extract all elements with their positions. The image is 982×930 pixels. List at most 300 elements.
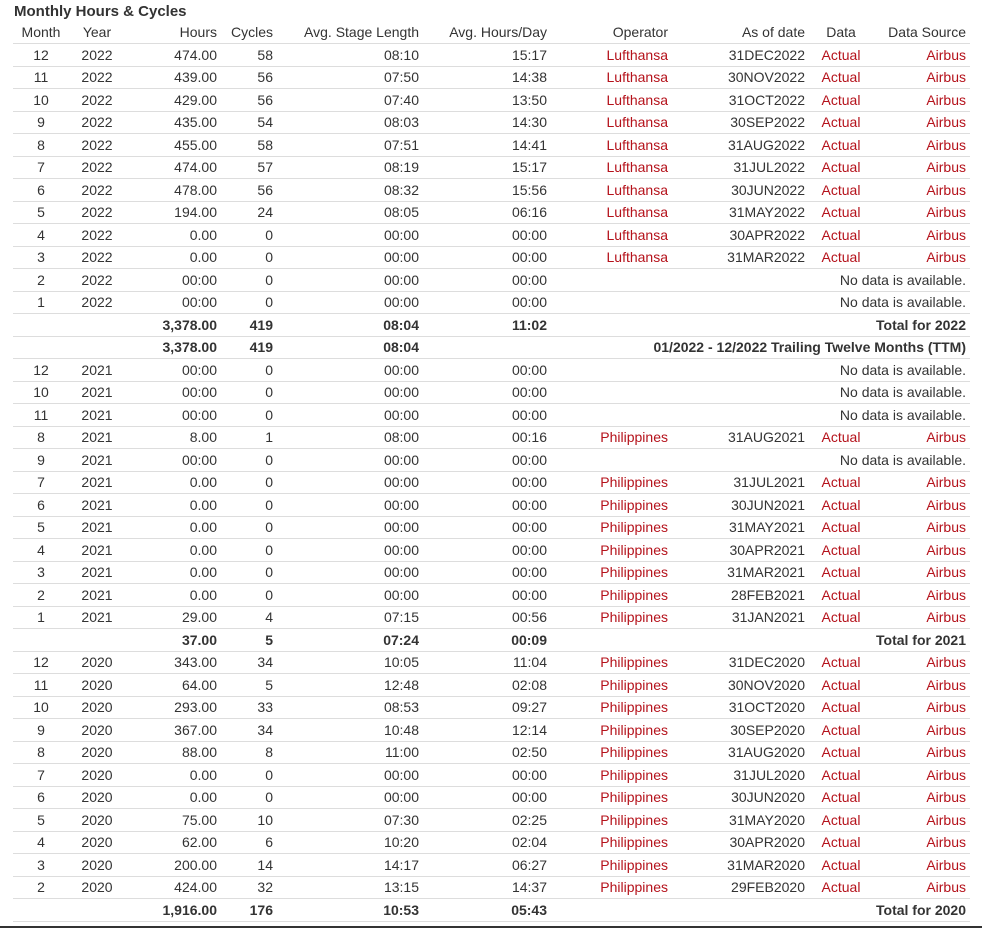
as-of-date-cell: 30NOV2022 bbox=[672, 66, 809, 89]
operator-link[interactable]: Lufthansa bbox=[551, 44, 672, 67]
year-cell: 2022 bbox=[69, 134, 125, 157]
cycles-cell: 14 bbox=[221, 854, 277, 877]
as-of-date-cell: 31DEC2020 bbox=[672, 651, 809, 674]
data-source-link[interactable]: Airbus bbox=[873, 224, 970, 247]
data-type-link[interactable]: Actual bbox=[809, 134, 873, 157]
cycles-cell: 0 bbox=[221, 246, 277, 269]
header-as-of-date: As of date bbox=[672, 21, 809, 44]
data-source-link[interactable]: Airbus bbox=[873, 471, 970, 494]
data-source-link[interactable]: Airbus bbox=[873, 606, 970, 629]
data-source-link[interactable]: Airbus bbox=[873, 89, 970, 112]
table-row bbox=[13, 269, 970, 292]
as-of-date-cell: 28FEB2021 bbox=[672, 584, 809, 607]
month-cell: 6 bbox=[13, 494, 69, 517]
year-cell: 2020 bbox=[69, 786, 125, 809]
stage-length-cell: 07:15 bbox=[277, 606, 423, 629]
month-cell: 8 bbox=[13, 134, 69, 157]
operator-link[interactable]: Philippines bbox=[551, 606, 672, 629]
data-type-link[interactable]: Actual bbox=[809, 606, 873, 629]
table-row bbox=[13, 606, 970, 629]
data-type-link[interactable]: Actual bbox=[809, 696, 873, 719]
year-cell: 2022 bbox=[69, 44, 125, 67]
year-cell: 2021 bbox=[69, 381, 125, 404]
data-source-link[interactable]: Airbus bbox=[873, 156, 970, 179]
data-type-link[interactable]: Actual bbox=[809, 764, 873, 787]
month-cell: 6 bbox=[13, 179, 69, 202]
operator-link[interactable]: Philippines bbox=[551, 674, 672, 697]
operator-link[interactable]: Lufthansa bbox=[551, 224, 672, 247]
stage-length-cell: 00:00 bbox=[277, 516, 423, 539]
as-of-date-cell: 31AUG2021 bbox=[672, 426, 809, 449]
section-title: Monthly Hours & Cycles bbox=[14, 3, 187, 20]
operator-link[interactable]: Lufthansa bbox=[551, 89, 672, 112]
operator-link[interactable]: Lufthansa bbox=[551, 201, 672, 224]
data-source-link[interactable]: Airbus bbox=[873, 696, 970, 719]
cycles-cell: 0 bbox=[221, 224, 277, 247]
hours-cell: 8.00 bbox=[125, 426, 221, 449]
hours-cell: 00:00 bbox=[125, 381, 221, 404]
hours-day-cell: 14:37 bbox=[423, 876, 551, 899]
hours-cell: 194.00 bbox=[125, 201, 221, 224]
month-cell: 9 bbox=[13, 719, 69, 742]
data-type-link[interactable]: Actual bbox=[809, 539, 873, 562]
stage-length-cell: 07:40 bbox=[277, 89, 423, 112]
hours-cell: 429.00 bbox=[125, 89, 221, 112]
year-cell: 2021 bbox=[69, 494, 125, 517]
total-row bbox=[13, 899, 970, 922]
hours-day-cell: 00:00 bbox=[423, 516, 551, 539]
table-row bbox=[13, 224, 970, 247]
as-of-date-cell: 30JUN2021 bbox=[672, 494, 809, 517]
year-cell: 2021 bbox=[69, 606, 125, 629]
hours-day-cell: 00:00 bbox=[423, 449, 551, 472]
header-data: Data bbox=[809, 21, 873, 44]
month-cell: 12 bbox=[13, 359, 69, 382]
operator-link[interactable]: Philippines bbox=[551, 516, 672, 539]
total-hours-cell: 3,378.00 bbox=[125, 314, 221, 337]
hours-day-cell: 11:04 bbox=[423, 651, 551, 674]
month-cell: 2 bbox=[13, 876, 69, 899]
data-type-link[interactable]: Actual bbox=[809, 854, 873, 877]
data-type-link[interactable]: Actual bbox=[809, 156, 873, 179]
header-avg-stage-length: Avg. Stage Length bbox=[277, 21, 423, 44]
operator-link[interactable]: Philippines bbox=[551, 696, 672, 719]
month-cell bbox=[13, 629, 69, 652]
data-source-link[interactable]: Airbus bbox=[873, 809, 970, 832]
cycles-cell: 32 bbox=[221, 876, 277, 899]
data-source-link[interactable]: Airbus bbox=[873, 674, 970, 697]
operator-link[interactable]: Philippines bbox=[551, 539, 672, 562]
operator-link[interactable]: Lufthansa bbox=[551, 246, 672, 269]
data-type-link[interactable]: Actual bbox=[809, 719, 873, 742]
table-row bbox=[13, 831, 970, 854]
data-type-link[interactable]: Actual bbox=[809, 471, 873, 494]
as-of-date-cell: 30APR2020 bbox=[672, 831, 809, 854]
data-type-link[interactable]: Actual bbox=[809, 561, 873, 584]
stage-length-cell: 00:00 bbox=[277, 224, 423, 247]
year-cell: 2022 bbox=[69, 201, 125, 224]
operator-link[interactable]: Philippines bbox=[551, 876, 672, 899]
data-type-link[interactable]: Actual bbox=[809, 224, 873, 247]
total-hours-day-cell: 05:43 bbox=[423, 899, 551, 922]
data-source-link[interactable]: Airbus bbox=[873, 111, 970, 134]
hours-day-cell: 00:00 bbox=[423, 561, 551, 584]
table-row bbox=[13, 674, 970, 697]
hours-day-cell: 00:00 bbox=[423, 764, 551, 787]
as-of-date-cell: 31OCT2022 bbox=[672, 89, 809, 112]
hours-day-cell: 00:00 bbox=[423, 539, 551, 562]
year-cell: 2020 bbox=[69, 696, 125, 719]
stage-length-cell: 00:00 bbox=[277, 494, 423, 517]
hours-day-cell: 00:00 bbox=[423, 359, 551, 382]
stage-length-cell: 14:17 bbox=[277, 854, 423, 877]
hours-cell: 478.00 bbox=[125, 179, 221, 202]
operator-link[interactable]: Lufthansa bbox=[551, 134, 672, 157]
cycles-cell: 56 bbox=[221, 89, 277, 112]
cycles-cell: 10 bbox=[221, 809, 277, 832]
operator-link[interactable]: Lufthansa bbox=[551, 111, 672, 134]
hours-cell: 0.00 bbox=[125, 561, 221, 584]
hours-cell: 367.00 bbox=[125, 719, 221, 742]
table-row bbox=[13, 854, 970, 877]
data-type-link[interactable]: Actual bbox=[809, 674, 873, 697]
data-type-link[interactable]: Actual bbox=[809, 584, 873, 607]
month-cell: 3 bbox=[13, 854, 69, 877]
year-cell: 2020 bbox=[69, 831, 125, 854]
table-row bbox=[13, 516, 970, 539]
operator-link[interactable]: Philippines bbox=[551, 764, 672, 787]
month-cell: 5 bbox=[13, 201, 69, 224]
cycles-cell: 5 bbox=[221, 674, 277, 697]
data-source-link[interactable]: Airbus bbox=[873, 764, 970, 787]
hours-cell: 474.00 bbox=[125, 44, 221, 67]
stage-length-cell: 07:50 bbox=[277, 66, 423, 89]
data-type-link[interactable]: Actual bbox=[809, 66, 873, 89]
year-cell: 2020 bbox=[69, 651, 125, 674]
as-of-date-cell: 31JAN2021 bbox=[672, 606, 809, 629]
month-cell bbox=[13, 336, 69, 359]
operator-link[interactable]: Philippines bbox=[551, 561, 672, 584]
table-row bbox=[13, 179, 970, 202]
table-row bbox=[13, 809, 970, 832]
data-type-link[interactable]: Actual bbox=[809, 786, 873, 809]
hours-day-cell: 00:00 bbox=[423, 404, 551, 427]
hours-cell: 424.00 bbox=[125, 876, 221, 899]
hours-cell: 0.00 bbox=[125, 764, 221, 787]
cycles-cell: 56 bbox=[221, 66, 277, 89]
table-row bbox=[13, 764, 970, 787]
total-row bbox=[13, 629, 970, 652]
hours-cell: 00:00 bbox=[125, 291, 221, 314]
year-cell: 2020 bbox=[69, 719, 125, 742]
month-cell: 11 bbox=[13, 66, 69, 89]
year-cell bbox=[69, 336, 125, 359]
header-cycles: Cycles bbox=[221, 21, 277, 44]
operator-link[interactable]: Philippines bbox=[551, 719, 672, 742]
data-type-link[interactable]: Actual bbox=[809, 89, 873, 112]
cycles-cell: 0 bbox=[221, 539, 277, 562]
hours-day-cell: 06:27 bbox=[423, 854, 551, 877]
hours-cell: 0.00 bbox=[125, 471, 221, 494]
total-label: Total for 2020 bbox=[551, 899, 970, 922]
as-of-date-cell: 31JUL2022 bbox=[672, 156, 809, 179]
operator-link[interactable]: Philippines bbox=[551, 651, 672, 674]
hours-cell: 75.00 bbox=[125, 809, 221, 832]
data-source-link[interactable]: Airbus bbox=[873, 651, 970, 674]
cycles-cell: 0 bbox=[221, 764, 277, 787]
data-source-link[interactable]: Airbus bbox=[873, 134, 970, 157]
cycles-cell: 1 bbox=[221, 426, 277, 449]
hours-day-cell: 00:00 bbox=[423, 494, 551, 517]
as-of-date-cell: 31OCT2020 bbox=[672, 696, 809, 719]
month-cell: 12 bbox=[13, 651, 69, 674]
hours-day-cell: 09:27 bbox=[423, 696, 551, 719]
operator-link[interactable]: Philippines bbox=[551, 426, 672, 449]
stage-length-cell: 10:48 bbox=[277, 719, 423, 742]
data-source-link[interactable]: Airbus bbox=[873, 516, 970, 539]
cycles-cell: 54 bbox=[221, 111, 277, 134]
operator-link[interactable]: Philippines bbox=[551, 471, 672, 494]
table-row bbox=[13, 561, 970, 584]
month-cell: 3 bbox=[13, 561, 69, 584]
data-source-link[interactable]: Airbus bbox=[873, 201, 970, 224]
cycles-cell: 0 bbox=[221, 404, 277, 427]
year-cell: 2021 bbox=[69, 539, 125, 562]
as-of-date-cell: 31JUL2020 bbox=[672, 764, 809, 787]
year-cell: 2020 bbox=[69, 854, 125, 877]
hours-day-cell: 00:00 bbox=[423, 246, 551, 269]
as-of-date-cell: 31JUL2021 bbox=[672, 471, 809, 494]
table-row bbox=[13, 404, 970, 427]
data-source-link[interactable]: Airbus bbox=[873, 179, 970, 202]
bottom-divider bbox=[0, 926, 982, 928]
operator-link[interactable]: Philippines bbox=[551, 584, 672, 607]
no-data-note: No data is available. bbox=[551, 269, 970, 292]
data-source-link[interactable]: Airbus bbox=[873, 741, 970, 764]
year-cell: 2022 bbox=[69, 179, 125, 202]
no-data-note: No data is available. bbox=[551, 291, 970, 314]
hours-cell: 293.00 bbox=[125, 696, 221, 719]
month-cell: 2 bbox=[13, 269, 69, 292]
hours-cell: 0.00 bbox=[125, 494, 221, 517]
hours-day-cell: 00:00 bbox=[423, 224, 551, 247]
month-cell: 1 bbox=[13, 291, 69, 314]
year-cell: 2022 bbox=[69, 246, 125, 269]
data-source-link[interactable]: Airbus bbox=[873, 494, 970, 517]
as-of-date-cell: 30SEP2022 bbox=[672, 111, 809, 134]
table-row bbox=[13, 471, 970, 494]
month-cell: 9 bbox=[13, 111, 69, 134]
operator-link[interactable]: Philippines bbox=[551, 786, 672, 809]
hours-cell: 0.00 bbox=[125, 584, 221, 607]
year-cell bbox=[69, 314, 125, 337]
stage-length-cell: 08:05 bbox=[277, 201, 423, 224]
data-source-link[interactable]: Airbus bbox=[873, 44, 970, 67]
cycles-cell: 0 bbox=[221, 291, 277, 314]
operator-link[interactable]: Philippines bbox=[551, 809, 672, 832]
data-type-link[interactable]: Actual bbox=[809, 831, 873, 854]
stage-length-cell: 08:00 bbox=[277, 426, 423, 449]
year-cell bbox=[69, 629, 125, 652]
stage-length-cell: 00:00 bbox=[277, 291, 423, 314]
month-cell: 8 bbox=[13, 426, 69, 449]
data-source-link[interactable]: Airbus bbox=[873, 786, 970, 809]
hours-day-cell: 14:38 bbox=[423, 66, 551, 89]
data-source-link[interactable]: Airbus bbox=[873, 831, 970, 854]
month-cell: 11 bbox=[13, 674, 69, 697]
month-cell bbox=[13, 314, 69, 337]
stage-length-cell: 00:00 bbox=[277, 359, 423, 382]
month-cell: 5 bbox=[13, 516, 69, 539]
year-cell: 2021 bbox=[69, 584, 125, 607]
year-cell: 2021 bbox=[69, 561, 125, 584]
cycles-cell: 0 bbox=[221, 449, 277, 472]
data-type-link[interactable]: Actual bbox=[809, 651, 873, 674]
hours-day-cell: 14:30 bbox=[423, 111, 551, 134]
stage-length-cell: 08:03 bbox=[277, 111, 423, 134]
cycles-cell: 58 bbox=[221, 44, 277, 67]
year-cell: 2022 bbox=[69, 269, 125, 292]
month-cell: 4 bbox=[13, 539, 69, 562]
stage-length-cell: 10:20 bbox=[277, 831, 423, 854]
header-data-source: Data Source bbox=[873, 21, 970, 44]
month-cell: 10 bbox=[13, 381, 69, 404]
year-cell: 2020 bbox=[69, 741, 125, 764]
data-type-link[interactable]: Actual bbox=[809, 516, 873, 539]
data-source-link[interactable]: Airbus bbox=[873, 426, 970, 449]
stage-length-cell: 00:00 bbox=[277, 449, 423, 472]
total-hours-cell: 37.00 bbox=[125, 629, 221, 652]
cycles-cell: 0 bbox=[221, 786, 277, 809]
total-stage-length-cell: 07:24 bbox=[277, 629, 423, 652]
hours-day-cell: 15:56 bbox=[423, 179, 551, 202]
month-cell: 12 bbox=[13, 44, 69, 67]
data-type-link[interactable]: Actual bbox=[809, 494, 873, 517]
data-source-link[interactable]: Airbus bbox=[873, 561, 970, 584]
total-hours-day-cell: 00:09 bbox=[423, 629, 551, 652]
data-type-link[interactable]: Actual bbox=[809, 201, 873, 224]
total-row bbox=[13, 336, 970, 359]
hours-cell: 88.00 bbox=[125, 741, 221, 764]
header-avg-hours-day: Avg. Hours/Day bbox=[423, 21, 551, 44]
stage-length-cell: 08:32 bbox=[277, 179, 423, 202]
total-hours-day-cell bbox=[423, 336, 551, 359]
hours-day-cell: 00:00 bbox=[423, 471, 551, 494]
year-cell: 2020 bbox=[69, 876, 125, 899]
month-cell: 4 bbox=[13, 224, 69, 247]
year-cell: 2022 bbox=[69, 291, 125, 314]
header-hours: Hours bbox=[125, 21, 221, 44]
table-row bbox=[13, 134, 970, 157]
hours-cell: 00:00 bbox=[125, 359, 221, 382]
table-row bbox=[13, 786, 970, 809]
month-cell: 7 bbox=[13, 764, 69, 787]
total-hours-cell: 1,916.00 bbox=[125, 899, 221, 922]
total-stage-length-cell: 08:04 bbox=[277, 314, 423, 337]
as-of-date-cell: 30JUN2022 bbox=[672, 179, 809, 202]
table-row bbox=[13, 291, 970, 314]
data-type-link[interactable]: Actual bbox=[809, 111, 873, 134]
data-type-link[interactable]: Actual bbox=[809, 741, 873, 764]
year-cell: 2020 bbox=[69, 809, 125, 832]
as-of-date-cell: 31MAR2022 bbox=[672, 246, 809, 269]
data-type-link[interactable]: Actual bbox=[809, 246, 873, 269]
table-row bbox=[13, 426, 970, 449]
as-of-date-cell: 31MAY2021 bbox=[672, 516, 809, 539]
total-label: Total for 2021 bbox=[551, 629, 970, 652]
table-row bbox=[13, 494, 970, 517]
data-type-link[interactable]: Actual bbox=[809, 876, 873, 899]
total-stage-length-cell: 10:53 bbox=[277, 899, 423, 922]
data-source-link[interactable]: Airbus bbox=[873, 584, 970, 607]
total-hours-cell: 3,378.00 bbox=[125, 336, 221, 359]
data-type-link[interactable]: Actual bbox=[809, 426, 873, 449]
operator-link[interactable]: Lufthansa bbox=[551, 66, 672, 89]
data-source-link[interactable]: Airbus bbox=[873, 539, 970, 562]
month-cell: 4 bbox=[13, 831, 69, 854]
month-cell: 6 bbox=[13, 786, 69, 809]
operator-link[interactable]: Philippines bbox=[551, 741, 672, 764]
table-row bbox=[13, 44, 970, 67]
cycles-cell: 0 bbox=[221, 359, 277, 382]
cycles-cell: 4 bbox=[221, 606, 277, 629]
stage-length-cell: 11:00 bbox=[277, 741, 423, 764]
operator-link[interactable]: Philippines bbox=[551, 854, 672, 877]
hours-cell: 00:00 bbox=[125, 269, 221, 292]
table-row bbox=[13, 539, 970, 562]
as-of-date-cell: 30NOV2020 bbox=[672, 674, 809, 697]
data-source-link[interactable]: Airbus bbox=[873, 876, 970, 899]
hours-day-cell: 06:16 bbox=[423, 201, 551, 224]
hours-day-cell: 02:25 bbox=[423, 809, 551, 832]
year-cell: 2021 bbox=[69, 404, 125, 427]
data-source-link[interactable]: Airbus bbox=[873, 66, 970, 89]
cycles-cell: 8 bbox=[221, 741, 277, 764]
hours-cell: 474.00 bbox=[125, 156, 221, 179]
month-cell: 7 bbox=[13, 471, 69, 494]
hours-cell: 439.00 bbox=[125, 66, 221, 89]
data-source-link[interactable]: Airbus bbox=[873, 719, 970, 742]
as-of-date-cell: 30APR2021 bbox=[672, 539, 809, 562]
operator-link[interactable]: Philippines bbox=[551, 831, 672, 854]
year-cell: 2020 bbox=[69, 674, 125, 697]
stage-length-cell: 00:00 bbox=[277, 539, 423, 562]
cycles-cell: 24 bbox=[221, 201, 277, 224]
year-cell: 2021 bbox=[69, 471, 125, 494]
month-cell: 3 bbox=[13, 246, 69, 269]
data-source-link[interactable]: Airbus bbox=[873, 246, 970, 269]
stage-length-cell: 07:30 bbox=[277, 809, 423, 832]
total-cycles-cell: 419 bbox=[221, 314, 277, 337]
stage-length-cell: 00:00 bbox=[277, 584, 423, 607]
data-type-link[interactable]: Actual bbox=[809, 44, 873, 67]
data-type-link[interactable]: Actual bbox=[809, 809, 873, 832]
operator-link[interactable]: Lufthansa bbox=[551, 179, 672, 202]
operator-link[interactable]: Lufthansa bbox=[551, 156, 672, 179]
total-label: Total for 2022 bbox=[551, 314, 970, 337]
operator-link[interactable]: Philippines bbox=[551, 494, 672, 517]
data-source-link[interactable]: Airbus bbox=[873, 854, 970, 877]
hours-cell: 435.00 bbox=[125, 111, 221, 134]
data-type-link[interactable]: Actual bbox=[809, 179, 873, 202]
stage-length-cell: 10:05 bbox=[277, 651, 423, 674]
stage-length-cell: 00:00 bbox=[277, 246, 423, 269]
stage-length-cell: 08:53 bbox=[277, 696, 423, 719]
header-operator: Operator bbox=[551, 21, 672, 44]
total-hours-day-cell: 11:02 bbox=[423, 314, 551, 337]
hours-day-cell: 00:00 bbox=[423, 291, 551, 314]
hours-day-cell: 14:41 bbox=[423, 134, 551, 157]
